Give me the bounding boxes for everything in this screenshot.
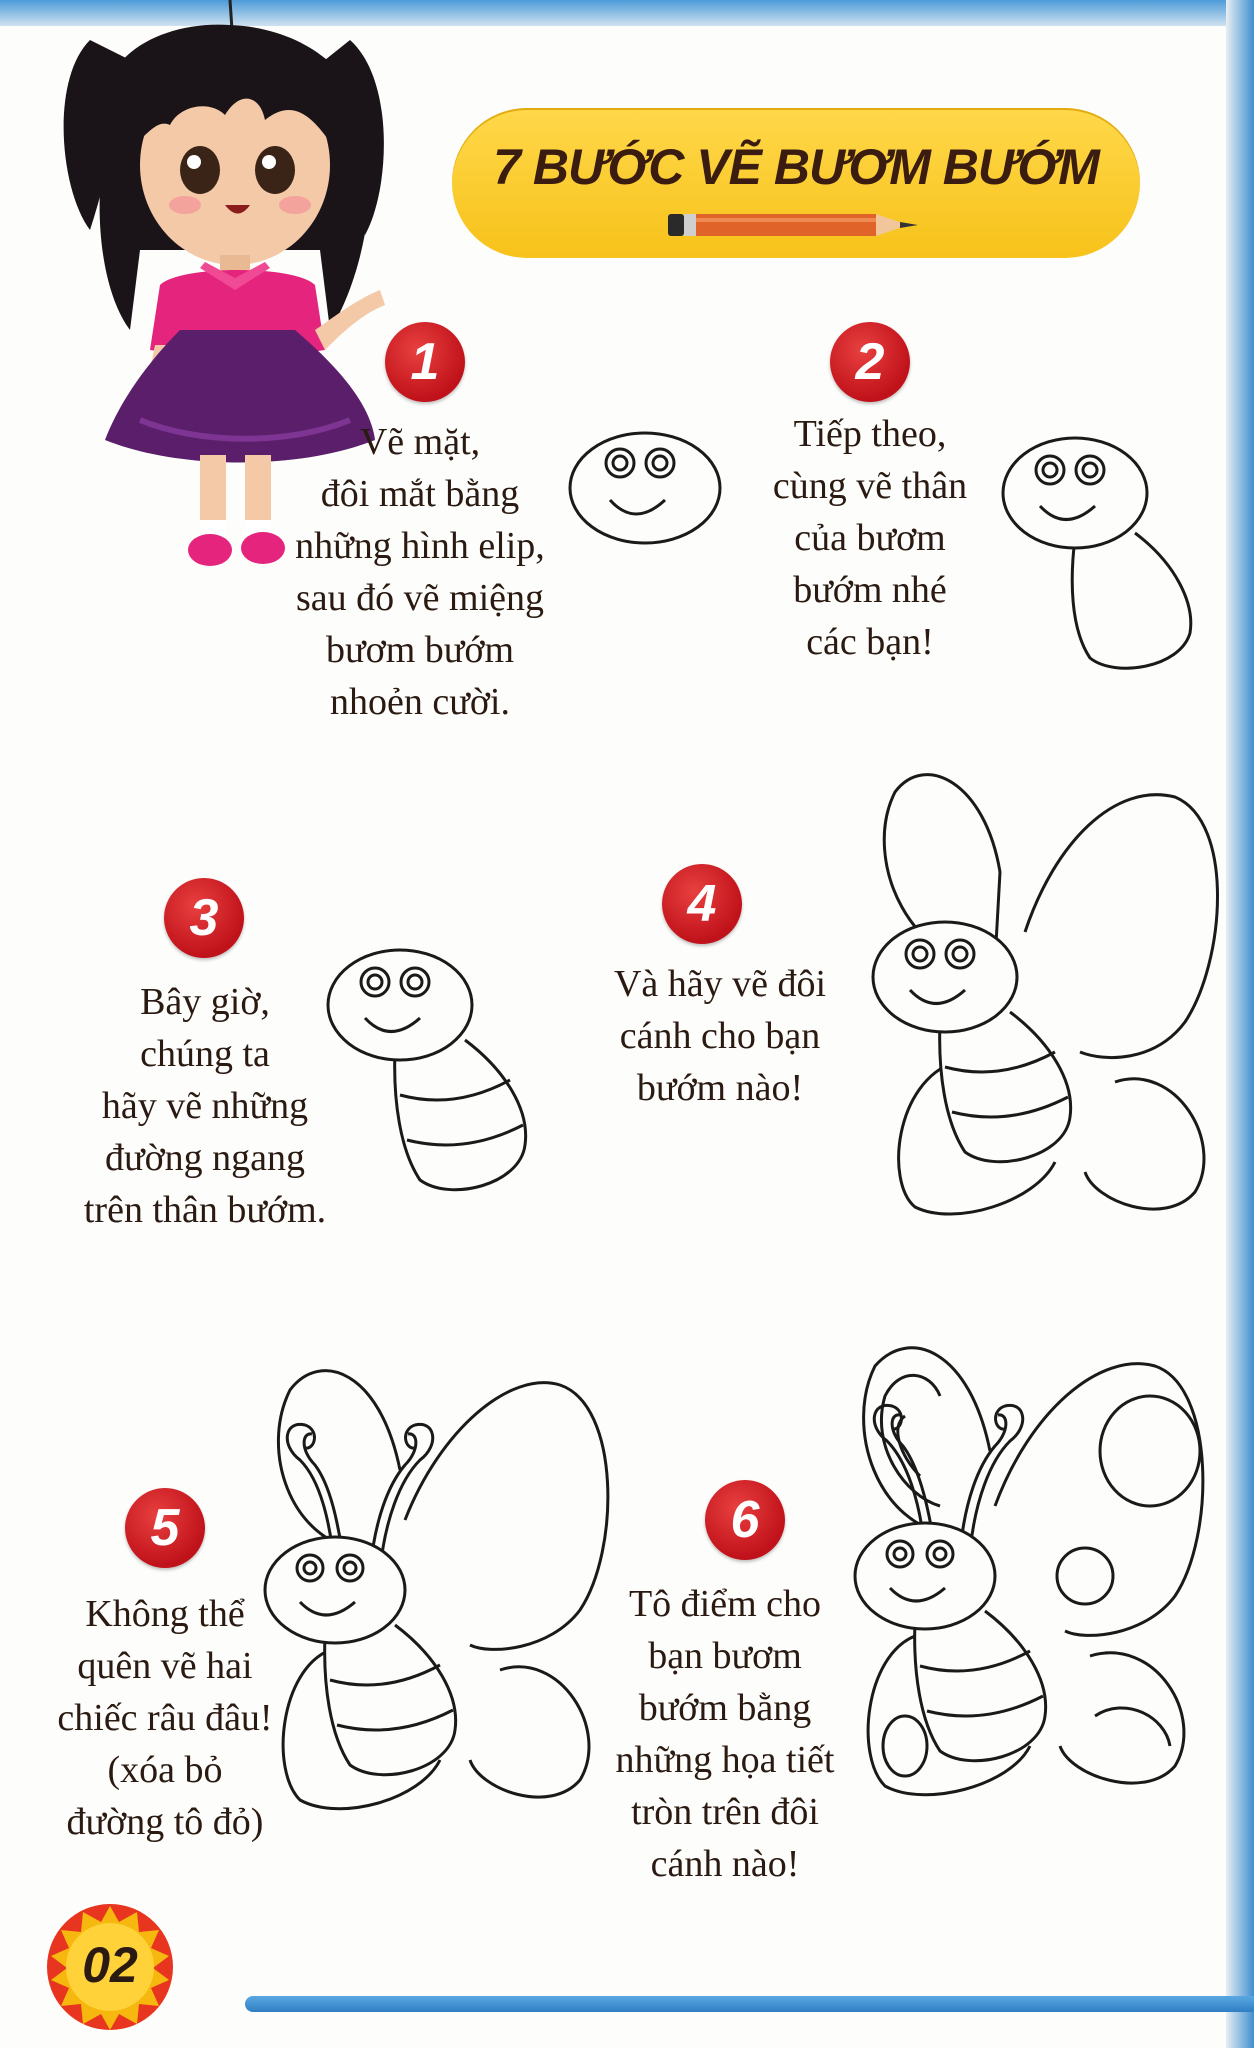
step-3-drawing: [325, 940, 535, 1200]
step-6-badge: 6: [705, 1480, 785, 1560]
step-2-badge: 2: [830, 322, 910, 402]
step-3-badge: 3: [164, 878, 244, 958]
page-title: 7 BƯỚC VẼ BƯƠM BƯỚM: [493, 139, 1099, 195]
step-5-drawing: [260, 1360, 630, 1820]
step-3-text: Bây giờ, chúng ta hãy vẽ những đường ngang trên thân bướm.: [83, 981, 327, 1231]
pencil-icon: [668, 208, 924, 242]
bottom-decorative-bar: [245, 1996, 1254, 2012]
page-number: 02: [82, 1937, 138, 1993]
step-4-badge: 4: [662, 864, 742, 944]
step-6-text: Tô điểm cho bạn bươm bướm bằng những họa tiết tròn trên đôi cánh nào!: [615, 1583, 835, 1885]
step-1-text: Vẽ mặt, đôi mắt bằng những hình elip, sau đó vẽ miệng bươm bướm nhoẻn cười.: [295, 421, 545, 723]
step-2-text: Tiếp theo, cùng vẽ thân của bươm bướm nhé các bạn!: [772, 413, 968, 663]
title-banner: [452, 108, 1140, 258]
step-1-drawing: [565, 428, 725, 548]
step-2-drawing: [1000, 428, 1200, 678]
step-5-text: Không thể quên vẽ hai chiếc râu đâu! (xóa bỏ đường tô đỏ): [57, 1593, 273, 1843]
step-4-drawing: [855, 762, 1235, 1222]
step-1-badge: 1: [385, 322, 465, 402]
step-6-drawing: [845, 1336, 1225, 1816]
step-4-text: Và hãy vẽ đôi cánh cho bạn bướm nào!: [613, 963, 827, 1109]
step-5-badge: 5: [125, 1488, 205, 1568]
